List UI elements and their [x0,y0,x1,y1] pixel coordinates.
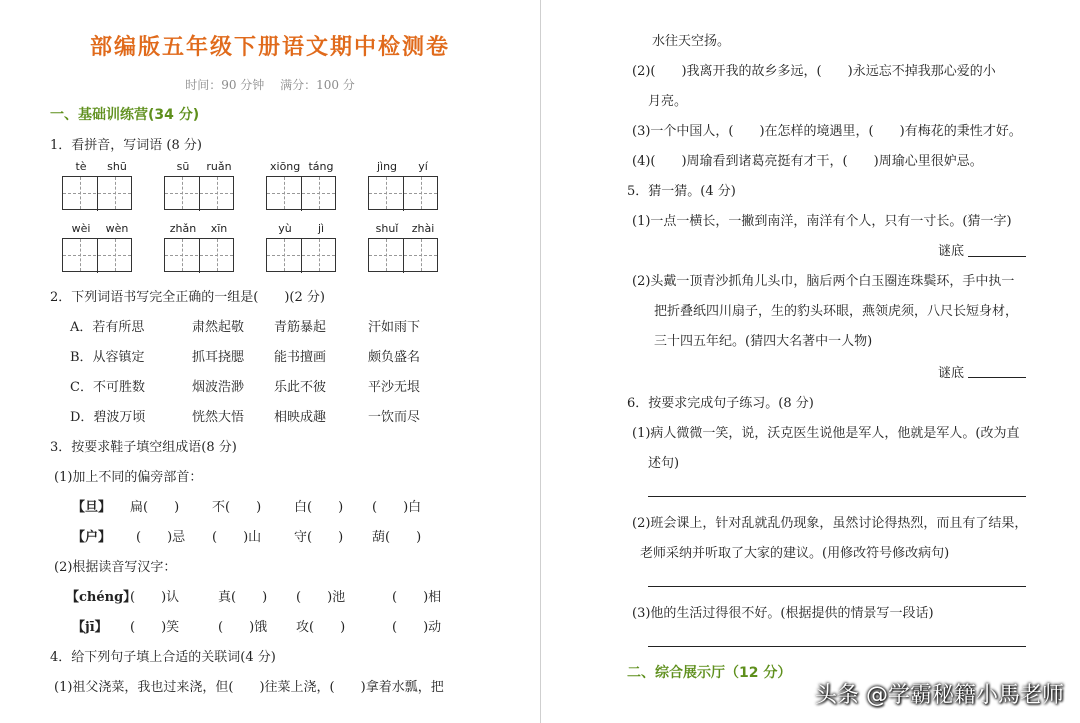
q6-answer-line-1 [648,496,1026,497]
q5-riddle-2-line-2: 把折叠纸四川扇子，生的豹头环眼，燕领虎须，八尺长短身材， [654,304,1019,319]
bracket-key: 【jī】 [72,620,108,635]
pinyin-label: yù [278,222,292,235]
q6-item-2-cont: 老师采纳并听取了大家的建议。(用修改符号修改病句) [640,546,950,561]
pinyin-label: xiōng [270,160,301,173]
q4-sentence-4: (4)( )周瑜看到诸葛亮挺有才干，( )周瑜心里很妒忌。 [632,154,983,169]
q6-item-1-cont: 述句) [648,456,680,471]
fill-blank-item[interactable]: ( )饿 [218,620,268,635]
fill-blank-item[interactable]: ( )动 [392,620,442,635]
fill-blank-item[interactable]: ( )认 [130,590,180,605]
q6-item-1: (1)病人微微一笑，说，沃克医生说他是军人，他就是军人。(改为直 [632,426,1020,441]
q2-prompt: 2．下列词语书写完全正确的一组是( )(2 分) [50,290,325,305]
fill-blank-item[interactable]: ( )忌 [136,530,186,545]
fill-blank-item[interactable]: 葫( ) [372,530,422,545]
option-word: 乐此不彼 [274,380,327,395]
fill-blank-item[interactable]: 攻( ) [296,620,346,635]
fill-blank-item[interactable]: ( )相 [392,590,442,605]
fill-blank-item[interactable]: ( )山 [212,530,262,545]
page-divider [540,0,541,723]
pinyin-label: wèi [71,222,91,235]
option-word: 肃然起敬 [192,320,245,335]
pinyin-label: jìng [376,160,398,173]
watermark: 头条 @学霸秘籍小馬老师 [815,683,1064,708]
word-writing-box[interactable] [368,176,438,210]
q4-sentence-2-cont: 月亮。 [648,94,688,109]
option-word: 烟波浩渺 [192,380,245,395]
word-writing-box[interactable] [266,176,336,210]
fill-blank-item[interactable]: ( )池 [296,590,346,605]
word-writing-box[interactable] [62,176,132,210]
option-label: B．从容镇定 [70,350,145,365]
q4-sentence-1-cont: 水往天空扬。 [652,34,731,49]
q4-sentence-2: (2)( )我离开我的故乡多远，( )永远忘不掉我那心爱的小 [632,64,996,79]
option-word: 相映成趣 [274,410,327,425]
q5-prompt: 5．猜一猜。(4 分) [627,184,736,199]
pinyin-label: zhǎn [169,222,197,235]
fill-blank-item[interactable]: ( )笑 [130,620,180,635]
q3-prompt: 3．按要求鞋子填空组成语(8 分) [50,440,237,455]
option-word: 恍然大悟 [192,410,245,425]
q4-sentence-3: (3)一个中国人，( )在怎样的境遇里，( )有梅花的秉性才好。 [632,124,1022,139]
fill-blank-item[interactable]: 扁( ) [130,500,180,515]
exam-title: 部编版五年级下册语文期中检测卷 [89,34,450,60]
option-word: 能书擅画 [274,350,327,365]
option-label: A．若有所思 [70,320,145,335]
word-writing-box[interactable] [164,238,234,272]
option-word: 颇负盛名 [368,350,421,365]
word-writing-box[interactable] [368,238,438,272]
q6-prompt: 6．按要求完成句子练习。(8 分) [627,396,814,411]
option-word: 抓耳挠腮 [192,350,245,365]
pinyin-label: tè [75,160,87,173]
pinyin-label: yí [418,160,428,173]
fill-blank-item[interactable]: ( )白 [372,500,422,515]
word-writing-box[interactable] [62,238,132,272]
option-word: 青筋暴起 [274,320,327,335]
option-word: 平沙无垠 [368,380,421,395]
q5-answer-label-2: 谜底 [938,366,965,381]
q3-sub1: (1)加上不同的偏旁部首： [54,470,203,485]
exam-meta: 时间：90 分钟 满分：100 分 [185,78,355,92]
pinyin-label: táng [308,160,334,173]
q4-sentence-1: (1)祖父浇菜，我也过来浇，但( )往菜上浇，( )拿着水瓢，把 [54,680,444,695]
q6-item-2: (2)班会课上，针对乱就乱仍现象，虽然讨论得热烈，而且有了结果， [632,516,1028,531]
q4-prompt: 4．给下列句子填上合适的关联词(4 分) [50,650,276,665]
q5-answer-line-1 [968,256,1026,257]
pinyin-label: jì [317,222,325,235]
bracket-key: 【户】 [72,530,112,545]
fill-blank-item[interactable]: 不( ) [212,500,262,515]
q1-prompt: 1．看拼音，写词语 (8 分) [50,138,202,153]
fill-blank-item[interactable]: 守( ) [294,530,344,545]
bracket-key: 【chéng】 [66,590,137,605]
q5-riddle-2-line-3: 三十四五年纪。(猜四大名著中一人物) [654,334,873,349]
fill-blank-item[interactable]: 真( ) [218,590,268,605]
option-word: 汗如雨下 [368,320,421,335]
q5-riddle-1: (1)一点一横长，一撇到南洋，南洋有个人，只有一寸长。(猜一字) [632,214,1012,229]
pinyin-label: zhài [411,222,435,235]
q6-answer-line-3 [648,646,1026,647]
section-1-heading: 一、基础训练营(34 分) [50,107,200,123]
pinyin-label: xīn [210,222,228,235]
fill-blank-item[interactable]: 白( ) [294,500,344,515]
word-writing-box[interactable] [266,238,336,272]
word-writing-box[interactable] [164,176,234,210]
option-label: C．不可胜数 [70,380,145,395]
option-word: 一饮而尽 [368,410,421,425]
q6-answer-line-2 [648,586,1026,587]
option-label: D．碧波万顷 [70,410,146,425]
section-2-heading: 二、综合展示厅（12 分） [627,665,792,681]
q5-answer-label-1: 谜底 [938,244,965,259]
q6-item-3: (3)他的生活过得很不好。(根据提供的情景写一段话) [632,606,934,621]
bracket-key: 【旦】 [72,500,112,515]
pinyin-label: sū [176,160,190,173]
pinyin-label: ruǎn [206,160,232,173]
q5-answer-line-2 [968,377,1026,378]
pinyin-label: shuǐ [375,222,399,235]
q3-sub2: (2)根据读音写汉字： [54,560,177,575]
q5-riddle-2: (2)头戴一顶青沙抓角儿头巾，脑后两个白玉圈连珠鬓环，手中执一 [632,274,1015,289]
pinyin-label: wèn [105,222,129,235]
pinyin-label: shū [107,160,127,173]
